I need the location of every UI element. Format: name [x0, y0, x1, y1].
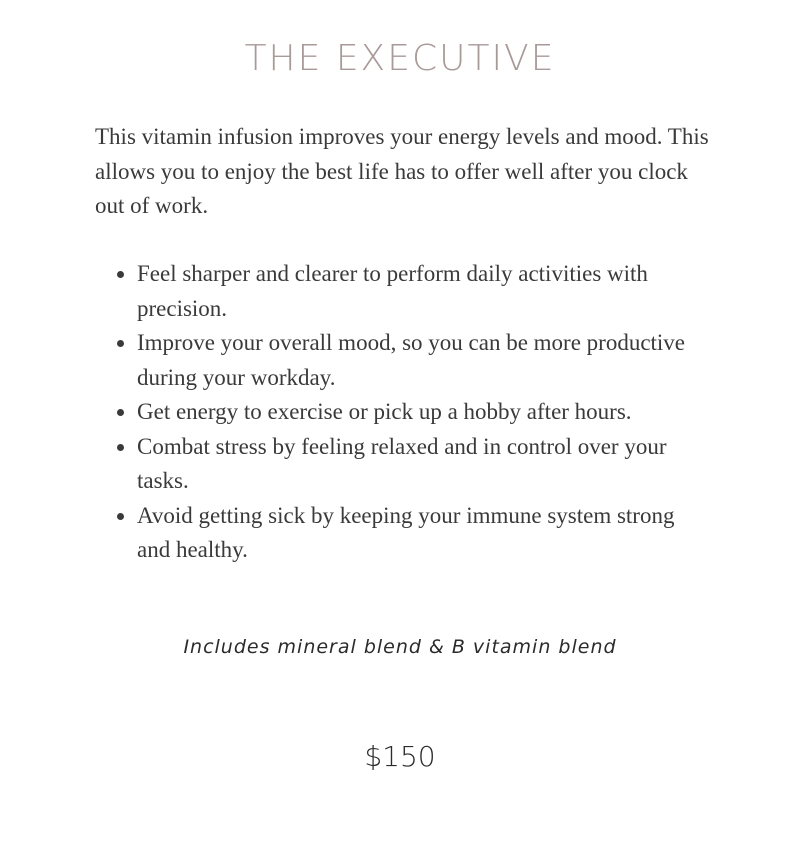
- product-title: THE EXECUTIVE: [244, 38, 556, 79]
- list-item: • Get energy to exercise or pick up a hobby after hours.: [137, 395, 710, 430]
- list-item: • Improve your overall mood, so you can be more productive during your workday.: [137, 326, 710, 395]
- product-description: This vitamin infusion improves your energy levels and mood. This allows you to enjoy the best life has to offer well after you clock out of work.: [95, 124, 709, 218]
- product-price: $150: [364, 740, 436, 773]
- benefits-list: [95, 257, 710, 568]
- includes-note: Includes mineral blend & B vitamin blend: [183, 636, 617, 658]
- list-item: • Avoid getting sick by keeping your immune system strong and healthy.: [137, 499, 710, 568]
- list-item: • Feel sharper and clearer to perform daily activities with precision.: [137, 257, 710, 326]
- list-item: • Combat stress by feeling relaxed and in control over your tasks.: [137, 430, 710, 499]
